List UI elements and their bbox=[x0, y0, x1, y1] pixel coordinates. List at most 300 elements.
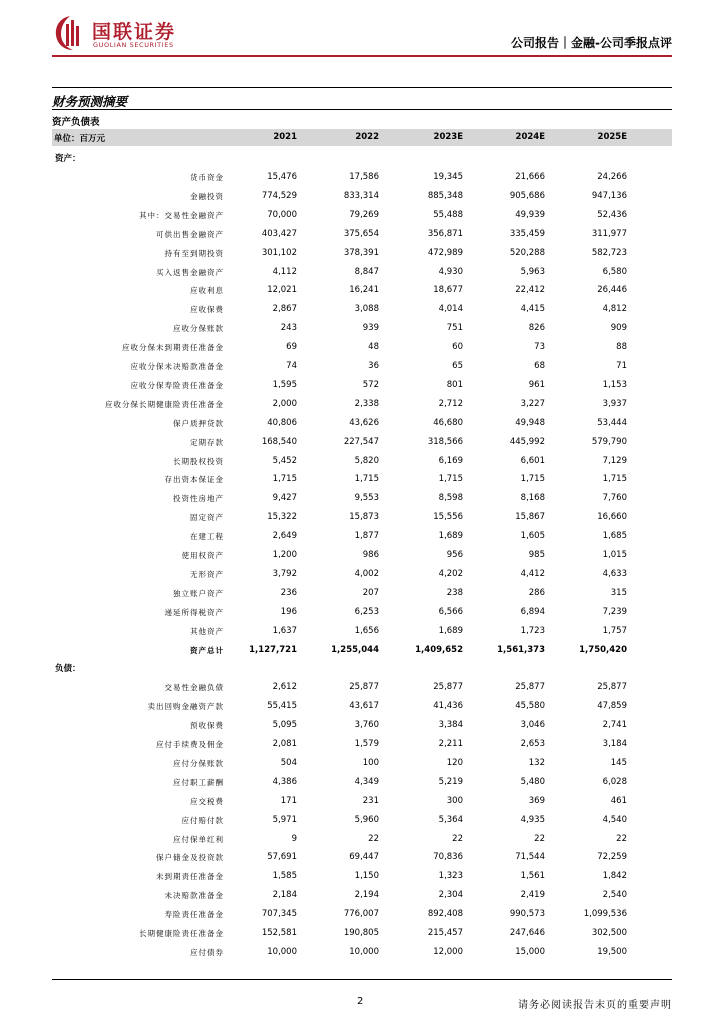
row-label: 保户储金及投资款 bbox=[156, 853, 224, 863]
cell-value: 369 bbox=[528, 795, 545, 806]
table-row bbox=[52, 244, 672, 263]
cell-value: 145 bbox=[610, 757, 627, 768]
cell-value: 17,586 bbox=[349, 172, 379, 182]
table-row bbox=[52, 811, 672, 830]
table-row bbox=[52, 527, 672, 546]
cell-value: 15,873 bbox=[349, 512, 379, 523]
table-row bbox=[52, 584, 672, 603]
cell-value: 5,480 bbox=[520, 776, 545, 787]
row-label: 应收分保寿险责任准备金 bbox=[130, 380, 224, 390]
row-label: 定期存款 bbox=[190, 437, 224, 447]
cell-value: 231 bbox=[362, 795, 379, 806]
table-row bbox=[52, 452, 672, 471]
row-label: 应收分保未决赔款准备金 bbox=[130, 362, 224, 371]
cell-value: 961 bbox=[528, 379, 545, 390]
cell-value: 1,585 bbox=[272, 871, 297, 882]
cell-value: 70,000 bbox=[267, 209, 297, 220]
cell-value: 15,556 bbox=[433, 512, 463, 523]
cell-value: 909 bbox=[610, 323, 627, 334]
table-row bbox=[52, 924, 672, 943]
row-label: 应付手续费及佣金 bbox=[156, 740, 224, 749]
row-label: 预收保费 bbox=[190, 721, 224, 731]
cell-value: 2,867 bbox=[272, 304, 297, 315]
cell-value: 318,566 bbox=[427, 436, 463, 447]
cell-value: 49,939 bbox=[515, 209, 545, 220]
cell-value: 300 bbox=[446, 795, 463, 806]
cell-value: 7,239 bbox=[602, 606, 627, 617]
cell-value: 15,322 bbox=[267, 512, 297, 523]
cell-value: 801 bbox=[446, 379, 463, 390]
cell-value: 3,937 bbox=[602, 398, 627, 409]
cell-value: 1,150 bbox=[354, 871, 379, 882]
cell-value: 1,715 bbox=[354, 474, 379, 485]
cell-value: 3,184 bbox=[602, 739, 627, 749]
row-label: 应收分保账款 bbox=[173, 324, 224, 334]
cell-value: 3,384 bbox=[438, 720, 463, 731]
table-row bbox=[52, 848, 672, 867]
logo-chinese-text: 国联证券 bbox=[92, 21, 177, 43]
table-row bbox=[52, 281, 672, 300]
table-row bbox=[52, 187, 672, 206]
cell-value: 2,184 bbox=[272, 890, 297, 901]
table-row bbox=[52, 319, 672, 338]
cell-value: 15,476 bbox=[267, 172, 297, 182]
cell-value: 2,540 bbox=[602, 890, 627, 901]
row-label: 递延所得税资产 bbox=[164, 607, 224, 617]
cell-value: 2,712 bbox=[438, 398, 463, 409]
cell-value: 69,447 bbox=[349, 852, 379, 863]
cell-value: 1,579 bbox=[354, 739, 379, 749]
cell-value: 12,000 bbox=[433, 946, 463, 957]
cell-value: 1,561,373 bbox=[497, 644, 545, 655]
cell-value: 88 bbox=[616, 342, 627, 353]
table-row bbox=[52, 792, 672, 811]
cell-value: 16,241 bbox=[349, 285, 379, 296]
cell-value: 55,488 bbox=[433, 209, 463, 220]
cell-value: 247,646 bbox=[509, 928, 545, 938]
cell-value: 472,989 bbox=[427, 247, 463, 258]
cell-value: 826 bbox=[528, 323, 545, 334]
cell-value: 40,806 bbox=[267, 417, 297, 428]
row-label: 使用权资产 bbox=[181, 551, 224, 560]
cell-value: 22 bbox=[452, 833, 463, 844]
cell-value: 1,685 bbox=[602, 531, 627, 542]
year-header: 2022 bbox=[355, 132, 379, 142]
table-title: 资产负债表 bbox=[52, 117, 100, 128]
page-header bbox=[0, 0, 724, 60]
cell-value: 21,666 bbox=[515, 172, 545, 182]
cell-value: 22 bbox=[534, 833, 545, 844]
table-row bbox=[52, 697, 672, 716]
cell-value: 65 bbox=[452, 361, 463, 371]
cell-value: 45,580 bbox=[515, 701, 545, 712]
cell-value: 52,436 bbox=[597, 209, 627, 220]
cell-value: 9 bbox=[291, 833, 297, 844]
table-row bbox=[52, 357, 672, 376]
cell-value: 403,427 bbox=[261, 228, 297, 239]
row-label: 在建工程 bbox=[190, 532, 224, 542]
table-row bbox=[52, 603, 672, 622]
cell-value: 4,812 bbox=[602, 304, 627, 315]
row-label: 应付分保账款 bbox=[173, 758, 224, 768]
cell-value: 4,112 bbox=[272, 266, 297, 277]
footer-divider bbox=[52, 979, 672, 980]
cell-value: 286 bbox=[528, 587, 545, 598]
cell-value: 2,000 bbox=[272, 398, 297, 409]
cell-value: 2,194 bbox=[354, 890, 379, 901]
cell-value: 71 bbox=[616, 361, 627, 371]
table-row bbox=[52, 905, 672, 924]
cell-value: 335,459 bbox=[509, 228, 545, 239]
cell-value: 168,540 bbox=[261, 436, 297, 447]
cell-value: 6,253 bbox=[354, 606, 379, 617]
cell-value: 132 bbox=[528, 757, 545, 768]
cell-value: 5,452 bbox=[272, 455, 297, 466]
cell-value: 833,314 bbox=[343, 190, 379, 201]
cell-value: 504 bbox=[280, 757, 297, 768]
cell-value: 6,580 bbox=[602, 266, 627, 277]
cell-value: 1,015 bbox=[602, 550, 627, 560]
table-row bbox=[52, 754, 672, 773]
cell-value: 9,553 bbox=[354, 493, 379, 504]
row-label: 应收利息 bbox=[190, 286, 224, 296]
cell-value: 236 bbox=[280, 587, 297, 598]
cell-value: 5,971 bbox=[272, 814, 297, 825]
cell-value: 26,446 bbox=[597, 285, 627, 296]
cell-value: 7,760 bbox=[602, 493, 627, 504]
cell-value: 43,626 bbox=[349, 417, 379, 428]
cell-value: 1,561 bbox=[520, 871, 545, 882]
cell-value: 939 bbox=[362, 323, 379, 334]
section-title: 财务预测摘要 bbox=[52, 94, 128, 109]
unit-label: 单位：百万元 bbox=[54, 134, 106, 144]
cell-value: 22 bbox=[368, 833, 379, 844]
cell-value: 302,500 bbox=[591, 928, 627, 938]
cell-value: 46,680 bbox=[433, 417, 463, 428]
cell-value: 2,419 bbox=[520, 890, 545, 901]
cell-value: 196 bbox=[280, 606, 297, 617]
row-label: 未到期责任准备金 bbox=[156, 872, 224, 882]
table-header-row bbox=[52, 129, 672, 146]
cell-value: 985 bbox=[528, 550, 545, 560]
table-row bbox=[52, 886, 672, 905]
cell-value: 2,211 bbox=[438, 739, 463, 749]
row-label: 无形资产 bbox=[190, 569, 224, 579]
cell-value: 774,529 bbox=[261, 190, 297, 201]
cell-value: 2,304 bbox=[438, 890, 463, 901]
cell-value: 16,660 bbox=[597, 512, 627, 523]
cell-value: 4,415 bbox=[520, 304, 545, 315]
cell-value: 956 bbox=[446, 550, 463, 560]
cell-value: 986 bbox=[362, 550, 379, 560]
table-row bbox=[52, 168, 672, 187]
row-label: 应付赔付款 bbox=[181, 815, 224, 825]
table-row bbox=[52, 830, 672, 849]
row-label: 投资性房地产 bbox=[173, 494, 224, 504]
row-label: 应付债券 bbox=[190, 947, 224, 957]
cell-value: 243 bbox=[280, 323, 297, 334]
logo-english-text: GUOLIAN SECURITIES bbox=[93, 41, 174, 49]
cell-value: 2,649 bbox=[272, 531, 297, 542]
year-header: 2024E bbox=[515, 132, 545, 142]
cell-value: 885,348 bbox=[427, 190, 463, 201]
row-label: 应收保费 bbox=[190, 305, 224, 315]
cell-value: 4,412 bbox=[520, 568, 545, 579]
table-row bbox=[52, 263, 672, 282]
cell-value: 12,021 bbox=[267, 285, 297, 296]
cell-value: 1,715 bbox=[438, 474, 463, 485]
row-label: 应收分保未到期责任准备金 bbox=[122, 343, 224, 353]
cell-value: 4,349 bbox=[354, 776, 379, 787]
cell-value: 445,992 bbox=[509, 436, 545, 447]
row-label: 长期股权投资 bbox=[173, 456, 224, 466]
cell-value: 49,948 bbox=[515, 417, 545, 428]
row-label: 持有至到期投资 bbox=[164, 248, 224, 258]
cell-value: 3,046 bbox=[520, 720, 545, 731]
cell-value: 190,805 bbox=[343, 928, 379, 938]
cell-value: 55,415 bbox=[267, 701, 297, 712]
row-label: 其中：交易性金融资产 bbox=[139, 210, 224, 220]
cell-value: 10,000 bbox=[349, 946, 379, 957]
cell-value: 57,691 bbox=[267, 852, 297, 863]
cell-value: 520,288 bbox=[509, 247, 545, 258]
cell-value: 60 bbox=[452, 342, 463, 353]
cell-value: 4,540 bbox=[602, 814, 627, 825]
cell-value: 1,409,652 bbox=[415, 644, 463, 655]
cell-value: 71,544 bbox=[515, 852, 545, 863]
table-row bbox=[52, 470, 672, 489]
row-label: 应收分保长期健康险责任准备金 bbox=[105, 399, 224, 409]
row-label: 其他资产 bbox=[190, 626, 224, 636]
cell-value: 2,612 bbox=[272, 682, 297, 693]
cell-value: 1,757 bbox=[602, 625, 627, 636]
row-label: 存出资本保证金 bbox=[164, 475, 224, 485]
table-row bbox=[52, 225, 672, 244]
cell-value: 1,689 bbox=[438, 625, 463, 636]
year-header: 2021 bbox=[273, 132, 297, 142]
cell-value: 25,877 bbox=[349, 682, 379, 693]
cell-value: 1,595 bbox=[272, 379, 297, 390]
cell-value: 4,014 bbox=[438, 304, 463, 315]
row-label: 买入返售金融资产 bbox=[156, 267, 224, 277]
cell-value: 15,867 bbox=[515, 512, 545, 523]
table-row bbox=[52, 716, 672, 735]
table-row bbox=[52, 433, 672, 452]
cell-value: 25,877 bbox=[515, 682, 545, 693]
header-divider bbox=[52, 55, 672, 57]
cell-value: 1,715 bbox=[520, 474, 545, 485]
cell-value: 2,081 bbox=[272, 739, 297, 749]
cell-value: 25,877 bbox=[597, 682, 627, 693]
cell-value: 25,877 bbox=[433, 682, 463, 693]
cell-value: 1,842 bbox=[602, 871, 627, 882]
cell-value: 947,136 bbox=[591, 190, 627, 201]
cell-value: 72,259 bbox=[597, 852, 627, 863]
cell-value: 215,457 bbox=[427, 928, 463, 938]
table-row bbox=[52, 735, 672, 754]
row-label: 未决赔款准备金 bbox=[164, 891, 224, 901]
row-label: 独立账户资产 bbox=[173, 588, 224, 598]
cell-value: 48 bbox=[368, 342, 379, 353]
cell-value: 1,715 bbox=[272, 474, 297, 485]
cell-value: 6,169 bbox=[438, 455, 463, 466]
table-row bbox=[52, 508, 672, 527]
section-bottom-rule bbox=[52, 109, 672, 110]
row-label: 金融投资 bbox=[190, 191, 224, 201]
cell-value: 1,099,536 bbox=[583, 909, 627, 920]
cell-value: 375,654 bbox=[343, 228, 379, 239]
cell-value: 8,847 bbox=[354, 266, 379, 277]
cell-value: 5,963 bbox=[520, 266, 545, 277]
cell-value: 4,930 bbox=[438, 266, 463, 277]
row-label: 卖出回购金融资产款 bbox=[147, 702, 224, 712]
cell-value: 572 bbox=[362, 379, 379, 390]
row-label: 寿险责任准备金 bbox=[164, 910, 224, 920]
table-row bbox=[52, 867, 672, 886]
cell-value: 19,345 bbox=[433, 172, 463, 182]
company-logo bbox=[52, 14, 192, 54]
cell-value: 5,960 bbox=[354, 814, 379, 825]
cell-value: 3,227 bbox=[520, 398, 545, 409]
cell-value: 311,977 bbox=[591, 228, 627, 239]
cell-value: 70,836 bbox=[433, 852, 463, 863]
row-label: 固定资产 bbox=[190, 513, 224, 523]
cell-value: 3,088 bbox=[354, 304, 379, 315]
cell-value: 315 bbox=[610, 587, 627, 598]
cell-value: 461 bbox=[610, 795, 627, 806]
cell-value: 120 bbox=[446, 757, 463, 768]
cell-value: 1,153 bbox=[602, 379, 627, 390]
cell-value: 1,877 bbox=[354, 531, 379, 542]
cell-value: 4,002 bbox=[354, 568, 379, 579]
cell-value: 24,266 bbox=[597, 172, 627, 182]
cell-value: 171 bbox=[280, 795, 297, 806]
table-row bbox=[52, 395, 672, 414]
cell-value: 1,200 bbox=[272, 550, 297, 560]
cell-value: 1,637 bbox=[272, 625, 297, 636]
cell-value: 301,102 bbox=[261, 247, 297, 258]
row-label: 保户质押贷款 bbox=[173, 418, 224, 428]
cell-value: 47,859 bbox=[597, 701, 627, 712]
cell-value: 152,581 bbox=[261, 928, 297, 938]
table-row bbox=[52, 414, 672, 433]
cell-value: 1,723 bbox=[520, 625, 545, 636]
cell-value: 9,427 bbox=[272, 493, 297, 504]
cell-value: 1,255,044 bbox=[331, 644, 379, 655]
cell-value: 5,364 bbox=[438, 814, 463, 825]
cell-value: 1,689 bbox=[438, 531, 463, 542]
cell-value: 751 bbox=[446, 323, 463, 334]
cell-value: 68 bbox=[534, 361, 545, 371]
liabilities-category-label: 负债： bbox=[55, 664, 81, 675]
table-row bbox=[52, 489, 672, 508]
table-row bbox=[52, 300, 672, 319]
cell-value: 8,168 bbox=[520, 493, 545, 504]
cell-value: 74 bbox=[286, 361, 297, 371]
logo-emblem-icon bbox=[52, 14, 88, 52]
table-row bbox=[52, 546, 672, 565]
cell-value: 53,444 bbox=[597, 417, 627, 428]
row-label: 应交税费 bbox=[190, 796, 224, 806]
report-type-label: 公司报告｜金融-公司季报点评 bbox=[511, 36, 672, 50]
cell-value: 2,653 bbox=[520, 739, 545, 749]
section-top-rule bbox=[52, 87, 672, 88]
cell-value: 4,202 bbox=[438, 568, 463, 579]
row-label: 可供出售金融资产 bbox=[156, 229, 224, 239]
cell-value: 5,095 bbox=[272, 720, 297, 731]
cell-value: 582,723 bbox=[591, 247, 627, 258]
cell-value: 18,677 bbox=[433, 285, 463, 296]
table-row bbox=[52, 678, 672, 697]
page-number: 2 bbox=[357, 996, 364, 1007]
cell-value: 1,127,721 bbox=[249, 644, 297, 655]
cell-value: 776,007 bbox=[343, 909, 379, 920]
cell-value: 2,741 bbox=[602, 720, 627, 731]
cell-value: 4,386 bbox=[272, 776, 297, 787]
cell-value: 207 bbox=[362, 587, 379, 598]
footer-disclaimer: 请务必阅读报告末页的重要声明 bbox=[518, 1000, 672, 1011]
total-row bbox=[52, 641, 672, 660]
cell-value: 10,000 bbox=[267, 946, 297, 957]
cell-value: 378,391 bbox=[343, 247, 379, 258]
cell-value: 5,219 bbox=[438, 776, 463, 787]
cell-value: 22 bbox=[616, 833, 627, 844]
cell-value: 3,792 bbox=[272, 568, 297, 579]
table-row bbox=[52, 565, 672, 584]
cell-value: 4,935 bbox=[520, 814, 545, 825]
cell-value: 1,750,420 bbox=[579, 644, 627, 655]
table-row bbox=[52, 773, 672, 792]
row-label: 长期健康险责任准备金 bbox=[139, 929, 224, 938]
cell-value: 3,760 bbox=[354, 720, 379, 731]
cell-value: 905,686 bbox=[509, 190, 545, 201]
table-row bbox=[52, 622, 672, 641]
table-row bbox=[52, 943, 672, 962]
table-row bbox=[52, 206, 672, 225]
cell-value: 15,000 bbox=[515, 946, 545, 957]
cell-value: 6,894 bbox=[520, 606, 545, 617]
cell-value: 79,269 bbox=[349, 209, 379, 220]
cell-value: 1,605 bbox=[520, 531, 545, 542]
row-label: 资产总计 bbox=[190, 645, 224, 655]
cell-value: 6,028 bbox=[602, 776, 627, 787]
cell-value: 100 bbox=[362, 757, 379, 768]
cell-value: 1,656 bbox=[354, 625, 379, 636]
cell-value: 36 bbox=[368, 361, 379, 371]
cell-value: 6,566 bbox=[438, 606, 463, 617]
cell-value: 579,790 bbox=[591, 436, 627, 447]
cell-value: 43,617 bbox=[349, 701, 379, 712]
cell-value: 4,633 bbox=[602, 568, 627, 579]
cell-value: 5,820 bbox=[354, 455, 379, 466]
assets-category-label: 资产： bbox=[55, 154, 81, 164]
row-label: 货币资金 bbox=[190, 173, 224, 182]
cell-value: 22,412 bbox=[515, 285, 545, 296]
cell-value: 238 bbox=[446, 587, 463, 598]
cell-value: 356,871 bbox=[427, 228, 463, 239]
cell-value: 19,500 bbox=[597, 946, 627, 957]
year-header: 2025E bbox=[597, 132, 627, 142]
year-header: 2023E bbox=[433, 132, 463, 142]
row-label: 应付保单红利 bbox=[173, 834, 224, 844]
cell-value: 1,715 bbox=[602, 474, 627, 485]
cell-value: 892,408 bbox=[427, 909, 463, 920]
cell-value: 1,323 bbox=[438, 871, 463, 882]
table-row bbox=[52, 338, 672, 357]
cell-value: 41,436 bbox=[433, 701, 463, 712]
cell-value: 6,601 bbox=[520, 455, 545, 466]
cell-value: 707,345 bbox=[261, 909, 297, 920]
